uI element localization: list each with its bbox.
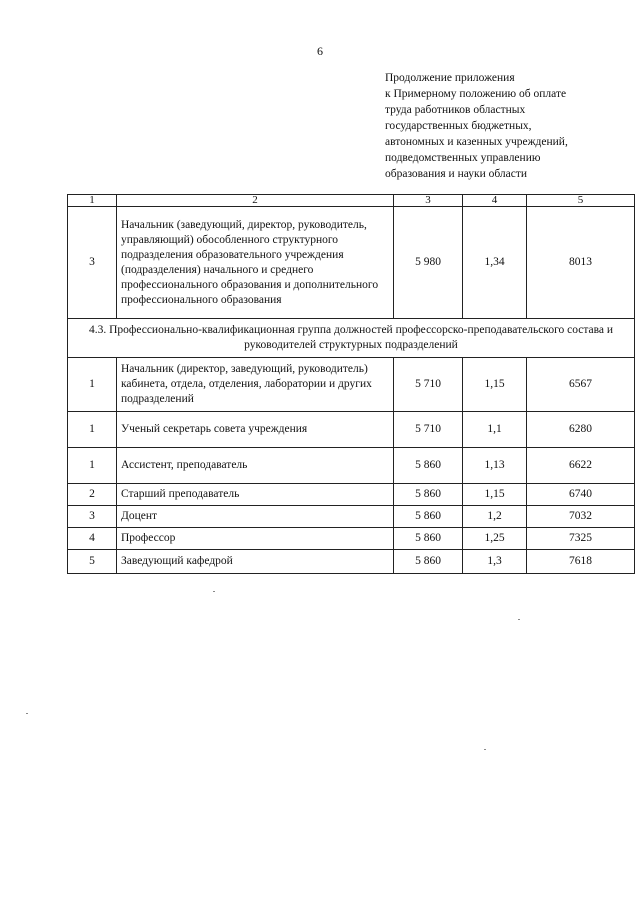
total-salary: 6740: [527, 484, 635, 506]
total-salary: 7325: [527, 528, 635, 550]
scan-speck: [26, 713, 28, 714]
position-title: Начальник (директор, заведующий, руководитель) кабинета, отдела, отделения, лаборатории и других подразделений: [117, 358, 394, 412]
total-salary: 7618: [527, 550, 635, 574]
section-row: [68, 319, 635, 358]
appendix-note-line: образования и науки области: [385, 168, 528, 180]
table-row: [68, 358, 635, 412]
row-number: 3: [68, 506, 117, 528]
table-row: [68, 550, 635, 574]
table-row: [68, 207, 635, 319]
total-salary: 6280: [527, 412, 635, 448]
coefficient: 1,15: [463, 358, 527, 412]
section-title: 4.3. Профессионально-квалификационная группа должностей профессорско-преподавательского состава и руководителей структурных подразделений: [68, 319, 635, 358]
position-title: Старший преподаватель: [117, 484, 394, 506]
total-salary: 7032: [527, 506, 635, 528]
row-number: 1: [68, 358, 117, 412]
row-number: 3: [68, 207, 117, 319]
scan-speck: [213, 591, 215, 592]
total-salary: 6567: [527, 358, 635, 412]
position-title: Ассистент, преподаватель: [117, 448, 394, 484]
coefficient: 1,13: [463, 448, 527, 484]
column-header: 3: [394, 195, 463, 207]
page-number: 6: [317, 44, 323, 58]
appendix-note-line: подведомственных управлению: [385, 152, 541, 164]
scan-speck: [518, 619, 520, 620]
appendix-note-line: автономных и казенных учреждений,: [385, 136, 568, 148]
position-title: Доцент: [117, 506, 394, 528]
scan-speck: [484, 749, 486, 750]
table-header-row: [68, 195, 635, 207]
base-salary: 5 860: [394, 506, 463, 528]
base-salary: 5 710: [394, 358, 463, 412]
row-number: 2: [68, 484, 117, 506]
row-number: 5: [68, 550, 117, 574]
appendix-note-line: труда работников областных: [385, 104, 526, 116]
coefficient: 1,2: [463, 506, 527, 528]
appendix-note-line: Продолжение приложения: [385, 72, 515, 84]
total-salary: 6622: [527, 448, 635, 484]
row-number: 1: [68, 412, 117, 448]
table-row: [68, 448, 635, 484]
table-row: [68, 412, 635, 448]
base-salary: 5 980: [394, 207, 463, 319]
base-salary: 5 860: [394, 528, 463, 550]
base-salary: 5 860: [394, 550, 463, 574]
row-number: 4: [68, 528, 117, 550]
table-row: [68, 528, 635, 550]
coefficient: 1,1: [463, 412, 527, 448]
appendix-note: [385, 70, 625, 182]
row-number: 1: [68, 448, 117, 484]
coefficient: 1,25: [463, 528, 527, 550]
coefficient: 1,34: [463, 207, 527, 319]
base-salary: 5 860: [394, 484, 463, 506]
appendix-note-line: к Примерному положению об оплате: [385, 88, 567, 100]
column-header: 1: [68, 195, 117, 207]
coefficient: 1,3: [463, 550, 527, 574]
position-title: Ученый секретарь совета учреждения: [117, 412, 394, 448]
column-header: 4: [463, 195, 527, 207]
position-title: Заведующий кафедрой: [117, 550, 394, 574]
salary-table: [67, 194, 635, 574]
column-header: 2: [117, 195, 394, 207]
appendix-note-line: государственных бюджетных,: [385, 120, 532, 132]
coefficient: 1,15: [463, 484, 527, 506]
base-salary: 5 860: [394, 448, 463, 484]
position-title: Начальник (заведующий, директор, руководитель, управляющий) обособленного структурного подразделения образовательного учреждения (подразделения) начального и среднего профессионального образования и дополнительного профессионального образования: [117, 207, 394, 319]
base-salary: 5 710: [394, 412, 463, 448]
table-row: [68, 506, 635, 528]
total-salary: 8013: [527, 207, 635, 319]
table-row: [68, 484, 635, 506]
position-title: Профессор: [117, 528, 394, 550]
column-header: 5: [527, 195, 635, 207]
